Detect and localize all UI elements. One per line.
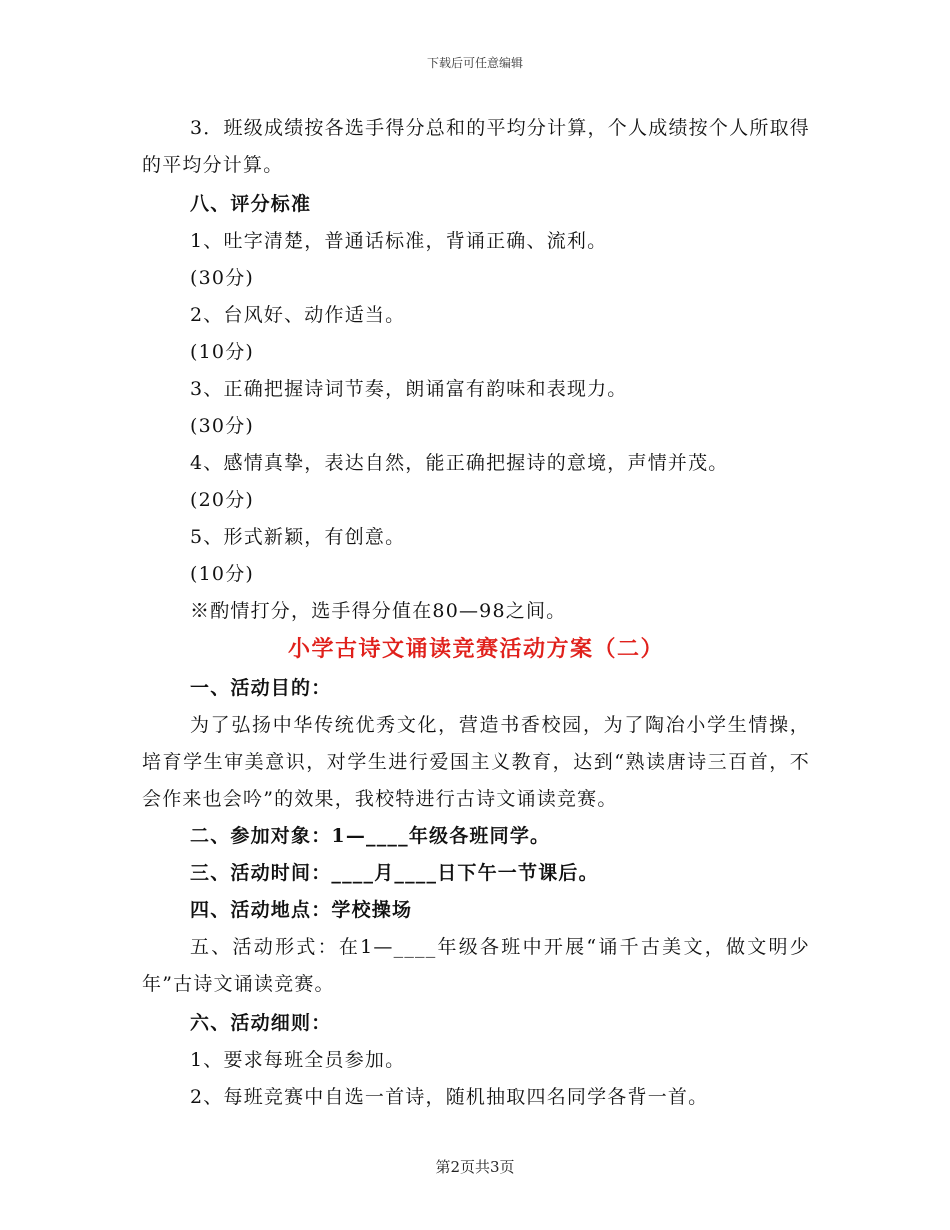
rule-1: 1、要求每班全员参加。	[190, 1049, 406, 1071]
page-number: 第2页共3页	[435, 1158, 515, 1176]
section-heading-participants: 二、参加对象：1—____年级各班同学。	[190, 825, 551, 847]
criterion-1: 1、吐字清楚，普通话标准，背诵正确、流利。	[190, 230, 608, 252]
paragraph-format: 五、活动形式：在1—____年级各班中开展“诵千古美文，做文明少年”古诗文诵读竞赛。	[142, 936, 810, 995]
paragraph-purpose: 为了弘扬中华传统优秀文化，营造书香校园，为了陶冶小学生情操，培育学生审美意识，对学生进行爱国主义教育，达到“熟读唐诗三百首，不会作来也会吟”的效果，我校特进行古诗文诵读竞赛。	[142, 714, 810, 810]
criterion-4-score: (20分)	[190, 489, 255, 511]
header-note: 下载后可任意编辑	[426, 56, 523, 70]
criterion-1-score: (30分)	[190, 267, 255, 289]
criterion-3: 3、正确把握诗词节奏，朗诵富有韵味和表现力。	[190, 378, 628, 400]
section-heading-rules: 六、活动细则：	[190, 1012, 332, 1034]
rule-2: 2、每班竞赛中自选一首诗，随机抽取四名同学各背一首。	[190, 1086, 709, 1108]
criterion-4: 4、感情真挚，表达自然，能正确把握诗的意境，声情并茂。	[190, 452, 729, 474]
section-heading-scoring: 八、评分标准	[190, 193, 312, 215]
paragraph-score-calc: 3．班级成绩按各选手得分总和的平均分计算，个人成绩按个人所取得的平均分计算。	[142, 117, 810, 176]
criterion-5: 5、形式新颖，有创意。	[190, 526, 406, 548]
section-heading-location: 四、活动地点：学校操场	[190, 899, 413, 921]
criterion-3-score: (30分)	[190, 415, 255, 437]
criterion-5-score: (10分)	[190, 563, 255, 585]
section-heading-time: 三、活动时间：____月____日下午一节课后。	[190, 862, 599, 884]
scoring-note: ※酌情打分，选手得分值在80—98之间。	[190, 600, 567, 622]
document-body	[142, 110, 810, 1116]
section-heading-purpose: 一、活动目的：	[190, 677, 332, 699]
criterion-2-score: (10分)	[190, 341, 255, 363]
criterion-2: 2、台风好、动作适当。	[190, 304, 406, 326]
document-title: 小学古诗文诵读竞赛活动方案（二）	[287, 637, 664, 662]
